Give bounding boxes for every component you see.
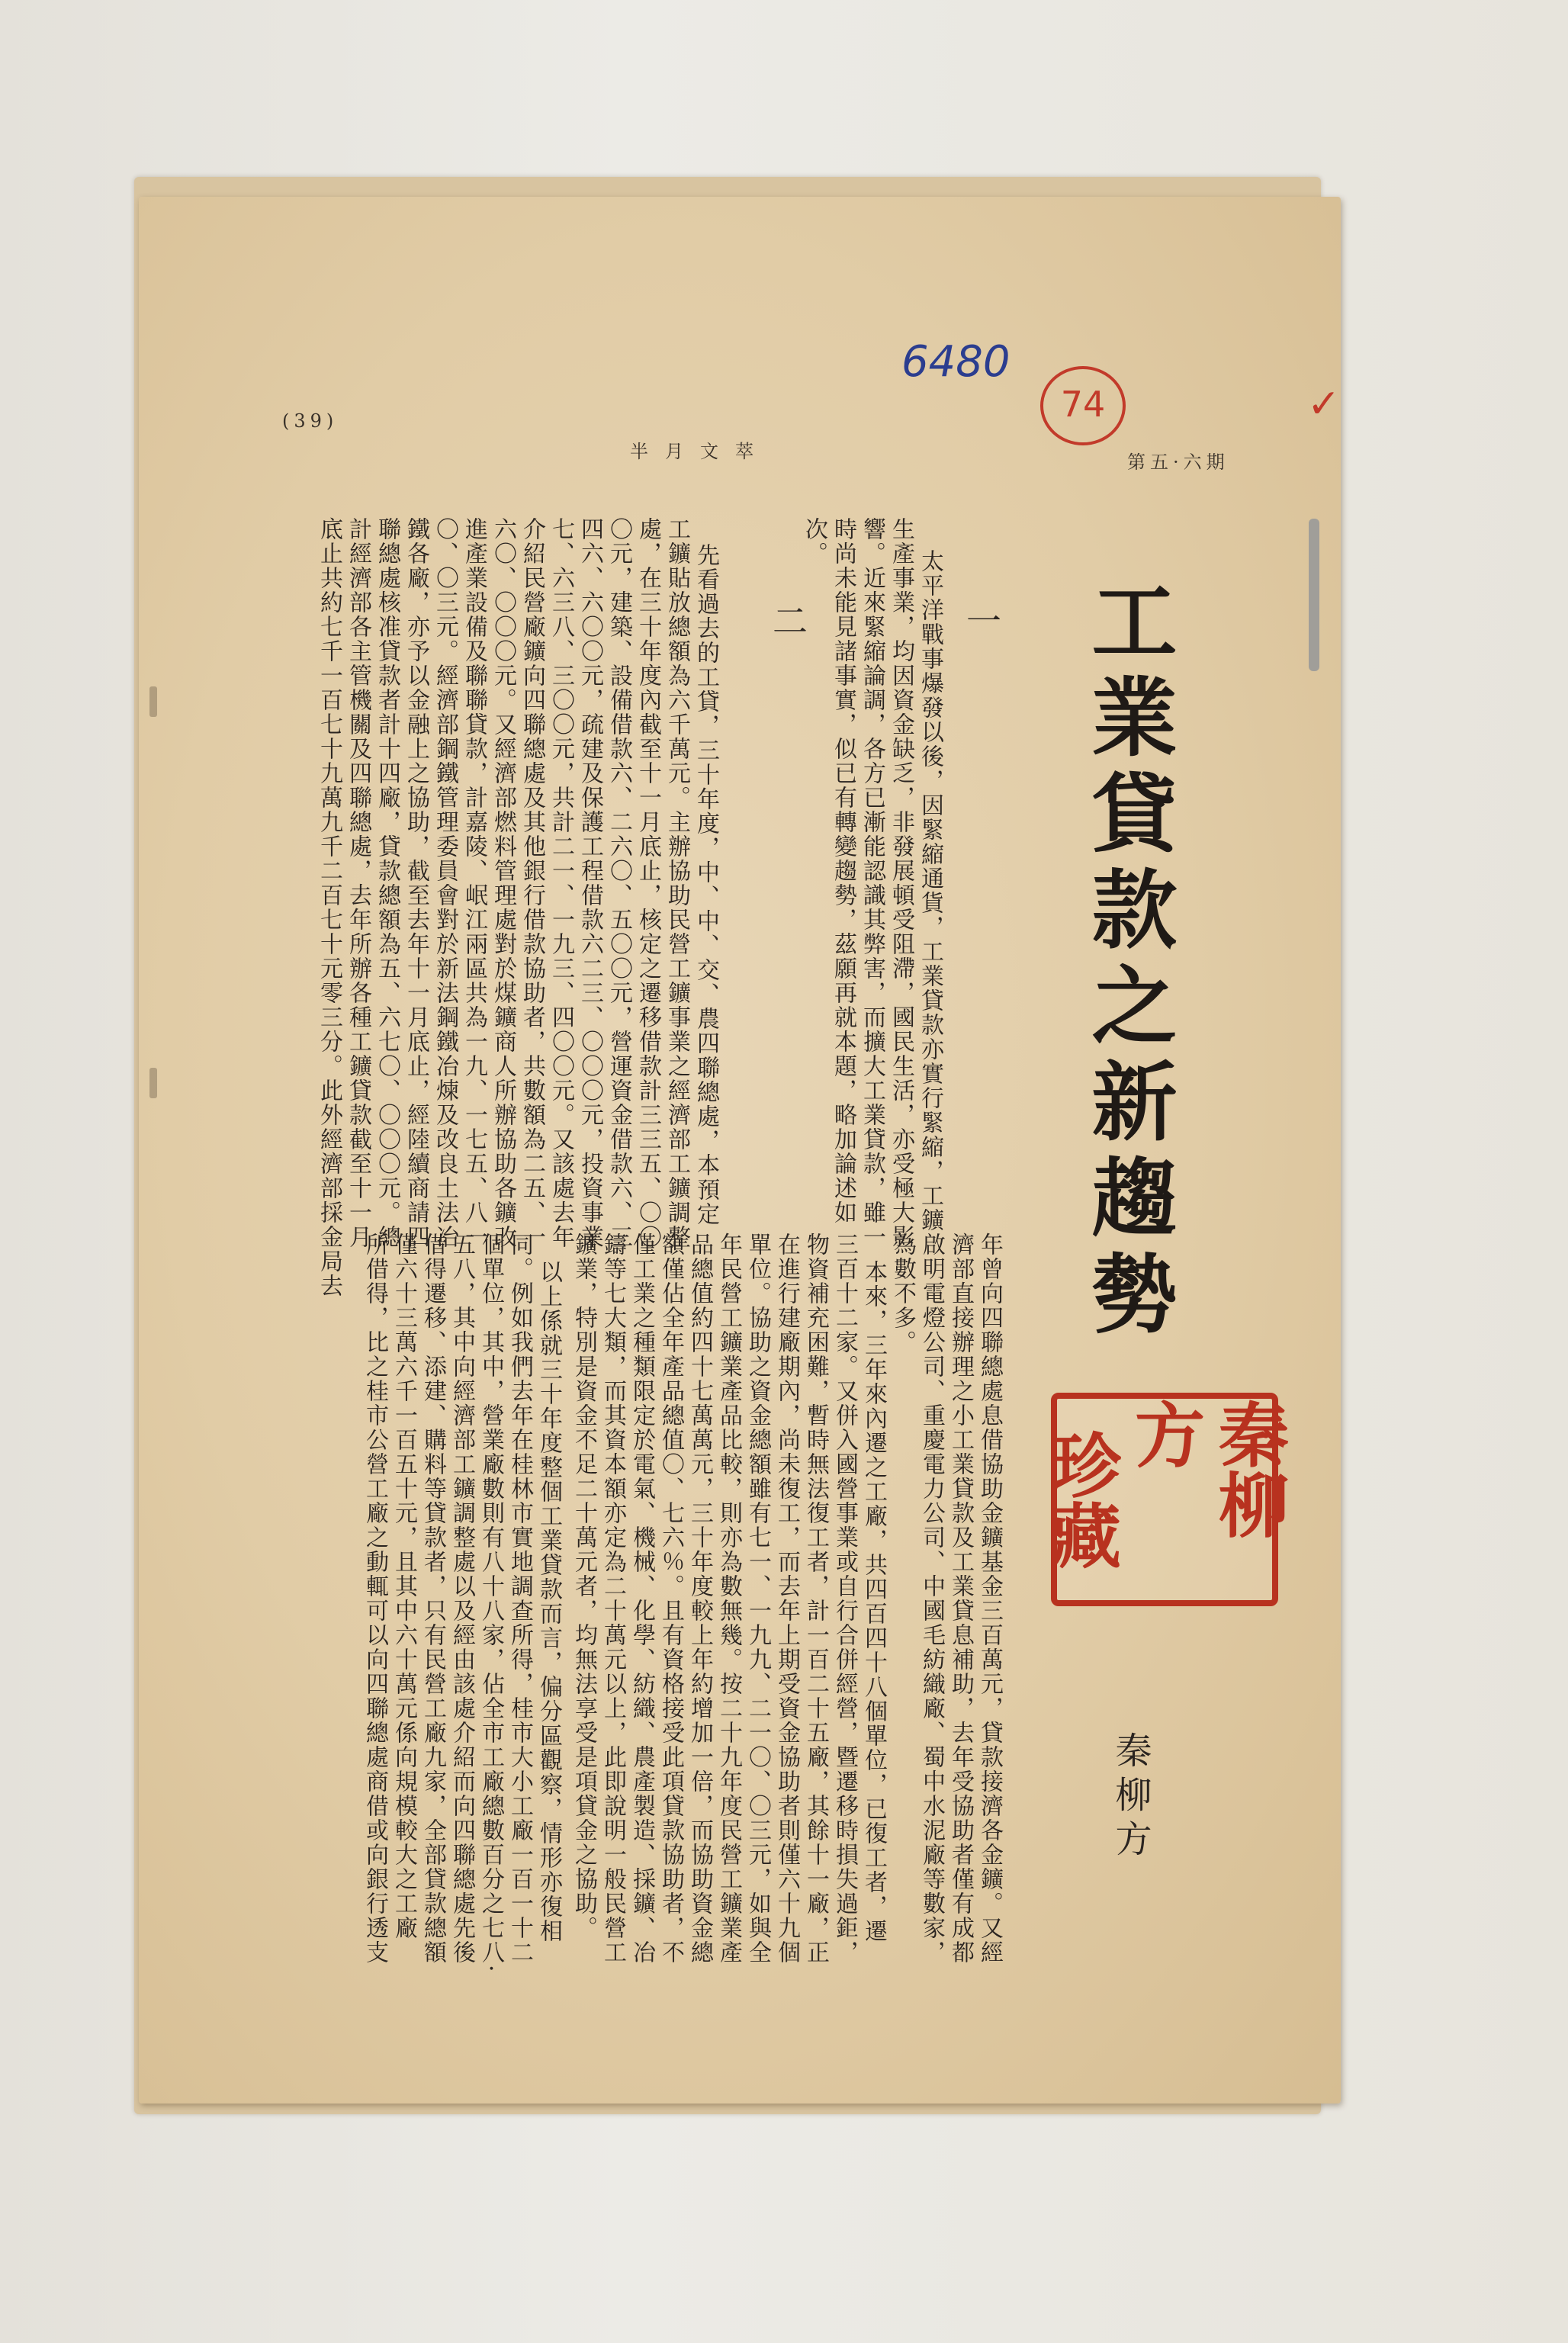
text-line: 〇元，建築、設備借款六、二六〇、五〇〇元，營運資金借款六、三 bbox=[606, 517, 632, 1249]
text-line: 濟部直接辦理之小工業貸款及工業貸息補助，去年受協助者僅有成都 bbox=[947, 1233, 974, 1965]
text-line: 時尚未能見諸事實，似已有轉變趨勢，茲願再就本題，略加論述如 bbox=[830, 517, 856, 1225]
check-mark: ✓ bbox=[1307, 381, 1341, 427]
text-line: 僅工業之種類限定於電氣、機械、化學、紡織、農產製造、採鑛、冶 bbox=[628, 1233, 655, 1965]
text-line: 太平洋戰事爆發以後，因緊縮通貨，工業貸款亦實行緊縮，工鑛 bbox=[917, 549, 943, 1233]
text-line: 底止共約七千一百七十九萬九千二百七十元零三分。此外經濟部採金局去 bbox=[316, 517, 342, 1298]
section-heading-one: 一 bbox=[961, 603, 1002, 638]
text-line: 聯總處核准貸款者計十四廠，貸款總額為五、六七〇、〇〇〇元。總 bbox=[374, 517, 400, 1249]
edge-mark bbox=[149, 686, 157, 717]
staple bbox=[1309, 519, 1319, 671]
text-line: 生產事業，均因資金缺乏，非發展頓受阻滯，國民生活，亦受極大影 bbox=[888, 517, 914, 1249]
text-line: 計經濟部各主管機關及四聯總處，去年所辦各種工鑛貸款截至十一月 bbox=[345, 517, 371, 1249]
text-line: 個單位，其中，營業廠數則有八十八家，佔全市工廠總數百分之七八· bbox=[477, 1233, 504, 1974]
text-line: 先看過去的工貸，三十年度，中、中、交、農四聯總處，本預定 bbox=[692, 543, 719, 1226]
text-line: 以上係就三十年度整個工業貸款而言，偏分區觀察，情形亦復相 bbox=[535, 1260, 562, 1943]
text-line: 品總值約四十七萬萬元，三十年度較上年約增加一倍，而協助資金總 bbox=[686, 1233, 713, 1965]
edge-mark bbox=[149, 1068, 157, 1098]
text-line: 響。近來緊縮論調，各方已漸能認識其弊害，而擴大工業貸款，雖一 bbox=[859, 517, 885, 1249]
text-line: 年民營工鑛業產品比較，則亦為數無幾。按二十九年度民營工鑛業產 bbox=[715, 1233, 742, 1965]
text-line: 本來，三年來內遷之工廠，共四百四十八個單位，已復工者，遷 bbox=[860, 1260, 887, 1943]
text-line: 五八，其中向經濟部工鑛調整處以及經由該處介紹而向四聯總處先後 bbox=[448, 1233, 475, 1965]
text-line: 處，在三十年度內截至十一月底止，核定之遷移借款計三三五、〇〇 bbox=[635, 517, 661, 1249]
text-line: 年曾向四聯總處息借協助金鑛基金三百萬元，貸款接濟各金鑛。又經 bbox=[976, 1233, 1003, 1965]
text-line: 進產業設備及聯聯貸款，計嘉陵、岷江兩區共為一九、一七五、八一 bbox=[461, 517, 487, 1249]
text-line: 四六、六〇〇元，疏建及保護工程借款六二三、〇〇〇元，投資事業 bbox=[577, 517, 603, 1249]
text-line: 僅六十三萬六千一百五十元，且其中六十萬元係向規模較大之工廠 bbox=[390, 1233, 417, 1940]
text-line: 借得遷移、添建、購料等貸款者，只有民營工廠九家，全部貸款總額 bbox=[419, 1233, 446, 1965]
text-line: 所借得，比之桂市公營工廠之動輒可以向四聯總處商借或向銀行透支 bbox=[361, 1233, 388, 1965]
collector-seal bbox=[1039, 1393, 1290, 1606]
text-line: 鐵各廠，亦予以金融上之協助，截至去年十一月底止，經陸續商請四 bbox=[403, 517, 429, 1249]
author-name: 秦柳方 bbox=[1109, 1731, 1152, 1864]
text-line: 次。 bbox=[801, 517, 827, 566]
text-line: 七、六三八、三〇〇元，共計二一、一九三、四〇〇元。又該處去年 bbox=[548, 517, 574, 1249]
text-line: 物資補充困難，暫時無法復工者，計一百二十五廠，其餘十一廠，正 bbox=[802, 1233, 829, 1965]
text-line: 為數不多。 bbox=[889, 1233, 916, 1355]
text-line: 工鑛貼放總額為六千萬元。主辦協助民營工鑛事業之經濟部工鑛調整 bbox=[664, 517, 690, 1249]
text-line: 介紹民營廠鑛向四聯總處及其他銀行借款協助者，共數額為二五、一 bbox=[519, 517, 545, 1249]
text-line: 同。例如我們去年在桂林市實地調查所得，桂市大小工廠一百一十二 bbox=[506, 1233, 533, 1965]
section-heading-two: 二 bbox=[767, 603, 808, 638]
text-line: 鑄等七大類，而其資本額亦定為二十萬元以上，此即說明一般民營工 bbox=[599, 1233, 626, 1965]
text-line: 額僅佔全年產品總值〇、七六％。且有資格接受此項貸款協助者，不 bbox=[657, 1233, 684, 1965]
issue-label: 第五·六期 bbox=[1127, 452, 1229, 473]
text-line: 六〇、〇〇〇元。又經濟部燃料管理處對於煤鑛商人所辦協助各鑛改 bbox=[490, 517, 516, 1249]
text-line: 三百十二家。又併入國營事業或自行合併經營，暨遷移時損失過鉅， bbox=[831, 1233, 858, 1965]
text-line: 鑛業，特別是資金不足二十萬元者，均無法享受是項貸金之協助。 bbox=[570, 1233, 597, 1940]
circled-number: 74 bbox=[1040, 366, 1126, 445]
page-number: (39) bbox=[282, 410, 339, 432]
seal-text-left: 珍藏 bbox=[1039, 1429, 1122, 1570]
text-line: 單位。協助之資金總額雖有七一、一九九、二一〇、〇三元，如與全 bbox=[744, 1233, 771, 1965]
journal-name: 半月文萃 bbox=[630, 441, 770, 462]
article-title: 工業貸款之新趨勢 bbox=[1078, 577, 1178, 1345]
text-line: 〇、〇三元。經濟部鋼鐵管理委員會對於新法鋼鐵冶煉及改良土法冶 bbox=[432, 517, 458, 1249]
text-line: 啟明電燈公司、重慶電力公司、中國毛紡織廠、蜀中水泥廠等數家， bbox=[918, 1233, 945, 1965]
text-line: 在進行建廠期內，尚未復工，而去年上期受資金協助者則僅六十九個 bbox=[773, 1233, 800, 1965]
catalog-number-handwritten: 6480 bbox=[901, 337, 1011, 387]
seal-text-right: 秦柳方 bbox=[1123, 1399, 1290, 1539]
